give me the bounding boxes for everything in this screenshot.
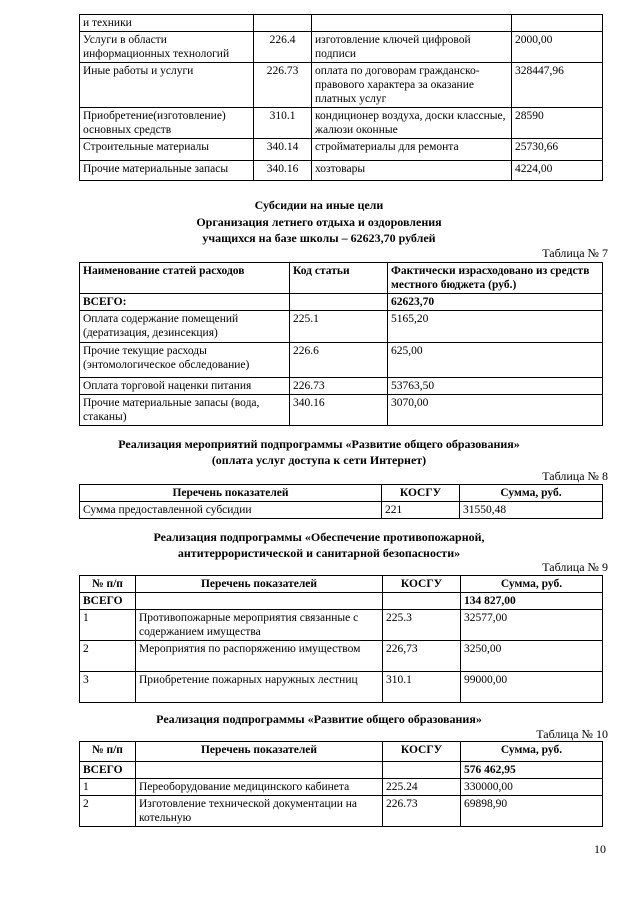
cell: Мероприятия по распоряжению имуществом — [136, 641, 383, 672]
table-caption: Таблица № 10 — [536, 727, 608, 741]
cell: 221 — [382, 502, 460, 519]
table-row — [80, 641, 603, 672]
cell: 576 462,95 — [461, 762, 603, 779]
cell: 340.14 — [254, 139, 312, 161]
column-header: Код статьи — [290, 263, 388, 294]
page-number: 10 — [594, 842, 606, 856]
cell — [383, 593, 461, 610]
cell: 53763,50 — [388, 378, 603, 395]
cell: ВСЕГО — [80, 593, 136, 610]
cell: 62623,70 — [388, 294, 603, 311]
cell — [512, 15, 603, 32]
table-row — [80, 139, 603, 161]
cell: 225.24 — [383, 779, 461, 796]
cell: 310.1 — [254, 108, 312, 139]
table-header-row — [80, 742, 603, 762]
heading-safety-program: Реализация подпрограммы «Обеспечение противопожарной, — [153, 530, 485, 544]
cell: 5165,20 — [388, 311, 603, 343]
cell: Строительные материалы — [80, 139, 254, 161]
table-row — [80, 779, 603, 796]
cell: Оплата торговой наценки питания — [80, 378, 290, 395]
cell: Иные работы и услуги — [80, 63, 254, 108]
table-row — [80, 15, 603, 32]
cell: 625,00 — [388, 343, 603, 378]
table-header-row — [80, 263, 603, 294]
cell: 99000,00 — [461, 672, 603, 703]
cell: кондиционер воздуха, доски классные, жалюзи оконные — [312, 108, 512, 139]
table-10 — [79, 741, 603, 827]
table-row — [80, 796, 603, 827]
heading-internet-program: Реализация мероприятий подпрограммы «Развитие общего образования» — [118, 437, 520, 451]
cell: и техники — [80, 15, 254, 32]
column-header: КОСГУ — [382, 485, 460, 502]
cell: Приобретение(изготовление) основных средств — [80, 108, 254, 139]
table-row — [80, 108, 603, 139]
column-header: КОСГУ — [383, 742, 461, 762]
cell: 226.73 — [290, 378, 388, 395]
cell: 25730,66 — [512, 139, 603, 161]
table-row — [80, 343, 603, 378]
table-header-row — [80, 576, 603, 593]
cell: 330000,00 — [461, 779, 603, 796]
column-header: Сумма, руб. — [461, 742, 603, 762]
table-caption: Таблица № 7 — [542, 246, 608, 260]
column-header: Сумма, руб. — [460, 485, 603, 502]
cell: 340.16 — [254, 161, 312, 181]
table-row — [80, 672, 603, 703]
cell: Прочие материальные запасы (вода, стаканы) — [80, 395, 290, 426]
cell: 2 — [80, 796, 136, 827]
cell — [383, 762, 461, 779]
heading-summer-rest: Организация летнего отдыха и оздоровления — [196, 215, 442, 229]
cell: 2000,00 — [512, 32, 603, 63]
column-header: Перечень показателей — [136, 576, 383, 593]
cell: 2 — [80, 641, 136, 672]
cell: 4224,00 — [512, 161, 603, 181]
cell: 32577,00 — [461, 610, 603, 641]
cell: 226.73 — [383, 796, 461, 827]
table-total-row — [80, 762, 603, 779]
heading-internet-sub: (оплата услуг доступа к сети Интернет) — [211, 453, 427, 467]
column-header: № п/п — [80, 576, 136, 593]
cell: ВСЕГО — [80, 762, 136, 779]
column-header: Перечень показателей — [80, 485, 382, 502]
table-header-row — [80, 485, 603, 502]
cell: 1 — [80, 779, 136, 796]
cell: Прочие материальные запасы — [80, 161, 254, 181]
table-row — [80, 161, 603, 181]
cell: Переоборудование медицинского кабинета — [136, 779, 383, 796]
cell: Изготовление технической документации на котельную — [136, 796, 383, 827]
heading-education-program: Реализация подпрограммы «Развитие общего образования» — [156, 712, 482, 726]
cell — [136, 593, 383, 610]
column-header: КОСГУ — [383, 576, 461, 593]
table-row — [80, 502, 603, 519]
table-8 — [79, 484, 603, 519]
table-row — [80, 378, 603, 395]
cell: Противопожарные мероприятия связанные с содержанием имущества — [136, 610, 383, 641]
cell — [312, 15, 512, 32]
heading-students: учащихся на базе школы – 62623,70 рублей — [202, 231, 436, 245]
cell: 1 — [80, 610, 136, 641]
cell: 69898,90 — [461, 796, 603, 827]
cell: 310.1 — [383, 672, 461, 703]
cell — [254, 15, 312, 32]
column-header: № п/п — [80, 742, 136, 762]
table-7 — [79, 262, 603, 426]
column-header: Фактически израсходовано из средств местного бюджета (руб.) — [388, 263, 603, 294]
heading-subsidies: Субсидии на иные цели — [254, 198, 384, 212]
cell: 31550,48 — [460, 502, 603, 519]
table-row — [80, 63, 603, 108]
table-9 — [79, 575, 603, 703]
cell: 328447,96 — [512, 63, 603, 108]
column-header: Наименование статей расходов — [80, 263, 290, 294]
cell: 226,73 — [383, 641, 461, 672]
table-caption: Таблица № 8 — [542, 469, 608, 483]
cell: 226.73 — [254, 63, 312, 108]
cell: стройматериалы для ремонта — [312, 139, 512, 161]
table-caption: Таблица № 9 — [542, 560, 608, 574]
cell: 3070,00 — [388, 395, 603, 426]
cell: хозтовары — [312, 161, 512, 181]
cell: Прочие текущие расходы (энтомологическое обследование) — [80, 343, 290, 378]
cell: изготовление ключей цифровой подписи — [312, 32, 512, 63]
cell: 225.1 — [290, 311, 388, 343]
table-total-row — [80, 294, 603, 311]
cell — [290, 294, 388, 311]
cell: 3 — [80, 672, 136, 703]
cell: 28590 — [512, 108, 603, 139]
column-header: Сумма, руб. — [461, 576, 603, 593]
table-expenses-continued — [79, 14, 603, 181]
cell: 340.16 — [290, 395, 388, 426]
table-row — [80, 32, 603, 63]
heading-safety-sub: антитеррористической и санитарной безопасности» — [177, 546, 461, 560]
table-row — [80, 311, 603, 343]
cell: Оплата содержание помещений (дератизация, дезинсекция) — [80, 311, 290, 343]
table-row — [80, 395, 603, 426]
cell: Приобретение пожарных наружных лестниц — [136, 672, 383, 703]
cell: оплата по договорам гражданско-правового характера за оказание платных услуг — [312, 63, 512, 108]
cell: 226.4 — [254, 32, 312, 63]
cell: 225.3 — [383, 610, 461, 641]
column-header: Перечень показателей — [136, 742, 383, 762]
cell — [136, 762, 383, 779]
cell: Сумма предоставленной субсидии — [80, 502, 382, 519]
table-row — [80, 610, 603, 641]
cell: ВСЕГО: — [80, 294, 290, 311]
cell: Услуги в области информационных технологий — [80, 32, 254, 63]
cell: 134 827,00 — [461, 593, 603, 610]
table-total-row — [80, 593, 603, 610]
cell: 3250,00 — [461, 641, 603, 672]
cell: 226.6 — [290, 343, 388, 378]
